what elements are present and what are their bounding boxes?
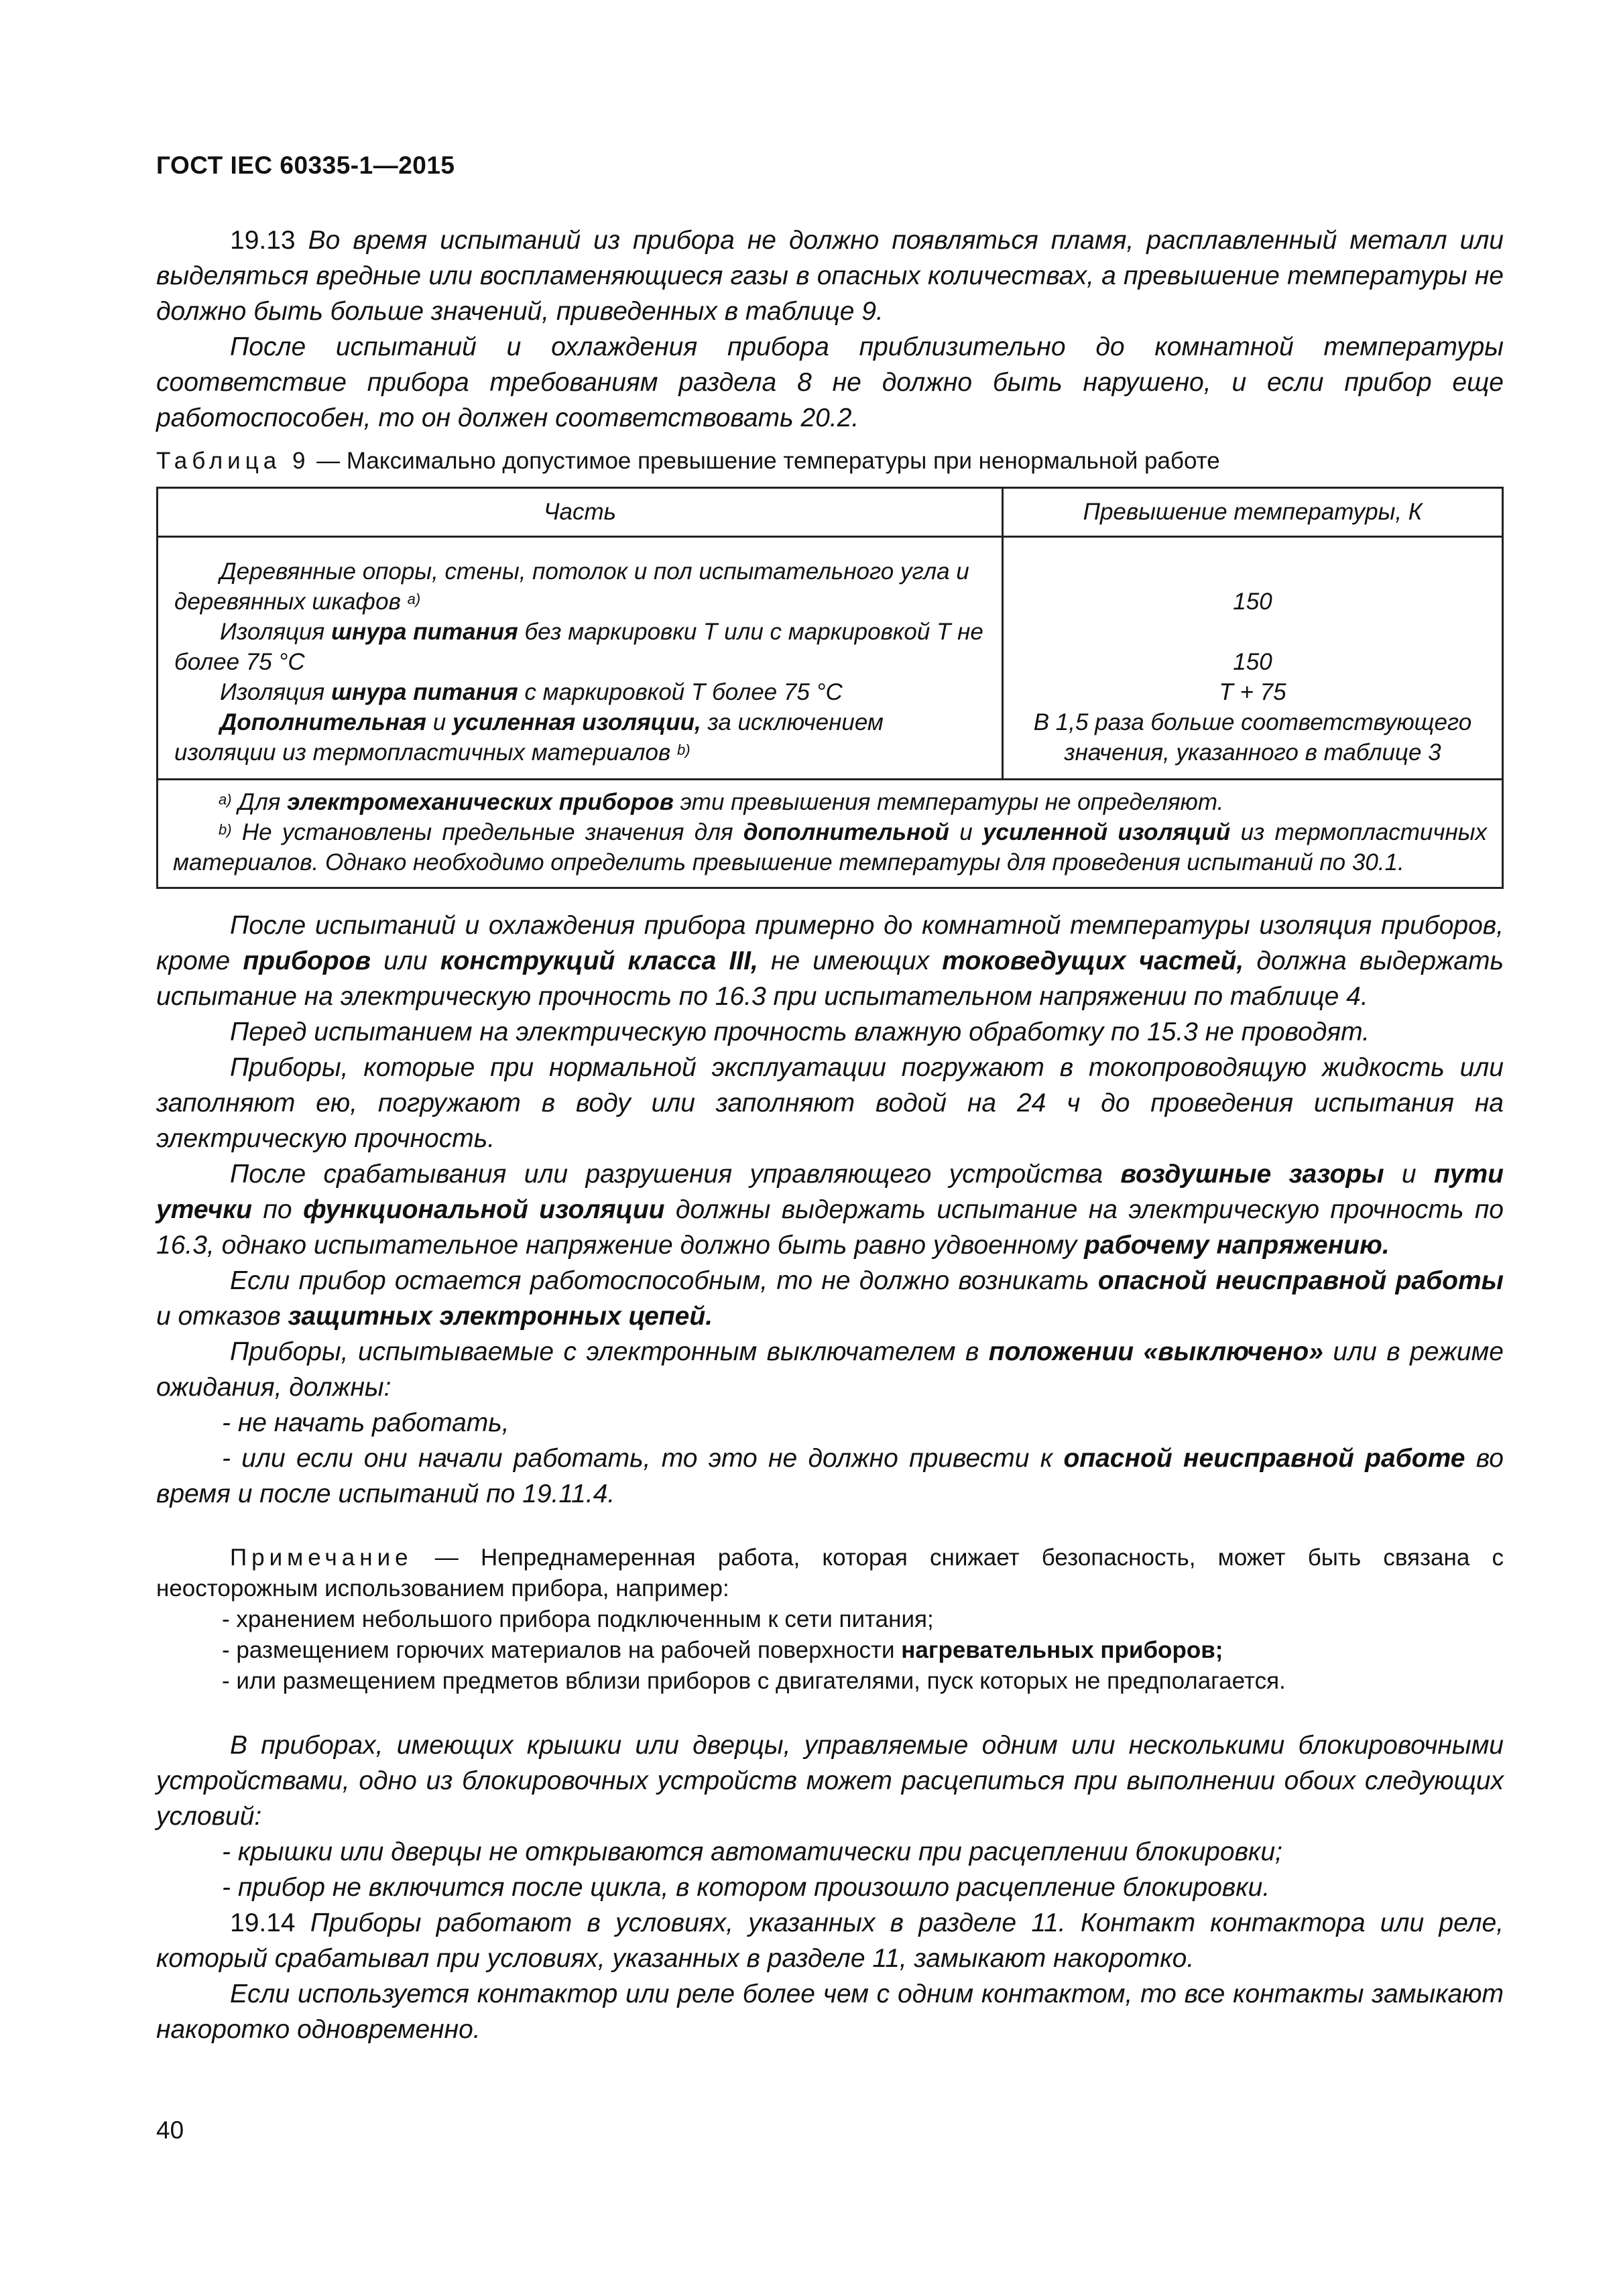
paragraph: После испытаний и охлаждения прибора приблизительно до комнатной температуры соответствие прибора требованиям раздела 8 не должно быть нарушено, и если прибор еще работоспособен, то он должен соответствовать 20.2. <box>156 333 1504 432</box>
table-value: 150 <box>1233 649 1272 675</box>
paragraph: Если используется контактор или реле более чем с одним контактом, то все контакты замыкают накоротко одновременно. <box>156 1980 1504 2044</box>
paragraph: Перед испытанием на электрическую прочность влажную обработку по 15.3 не проводят. <box>230 1018 1370 1046</box>
note-label: Примечание <box>230 1545 413 1571</box>
document-header: ГОСТ IEC 60335-1—2015 <box>156 152 455 179</box>
paragraph-text: Во время испытаний из прибора не должно появляться пламя, расплавленный металл или выделяться вредные или воспламеняющиеся газы в опасных количествах, а превышение температуры не должно быть больше значений, приведенных в таблице 9. <box>156 226 1504 326</box>
list-item: - прибор не включится после цикла, в котором произошло расцепление блокировки. <box>222 1873 1270 1902</box>
footnote-term: дополнительной <box>743 819 949 845</box>
row-text: Изоляция <box>220 679 331 705</box>
table-value: 150 <box>1233 589 1272 615</box>
paragraph-text: Приборы работают в условиях, указанных в разделе 11. Контакт контактора или реле, который срабатывал при условиях, указанных в разделе 11, замыкают накоротко. <box>156 1909 1504 1973</box>
footnote-term: электромеханических приборов <box>287 789 674 815</box>
paragraph: После срабатывания или разрушения управляющего устройства воздушные зазоры и пути утечки по функциональной изоляции должны выдержать испытание на электрическую прочность по 16.3, однако испытательное напряжение должно быть равно удвоенному рабочему напряжению. <box>156 1160 1504 1260</box>
footnote-marker: b) <box>219 821 232 838</box>
table-value: Т + 75 <box>1219 679 1286 705</box>
table-cell-values <box>1003 537 1503 780</box>
footnote-term: усиленной изоляций <box>982 819 1231 845</box>
paragraph: Приборы, испытываемые с электронным выключателем в положении «выключено» или в режиме ожидания, должны: <box>156 1337 1504 1402</box>
clause-number: 19.13 <box>230 226 296 255</box>
table-footnotes <box>158 780 1503 888</box>
list-item: - крышки или дверцы не открываются автоматически при расцеплении блокировки; <box>222 1837 1282 1866</box>
note-block <box>156 1543 1504 1697</box>
row-term: Дополнительная <box>220 709 427 735</box>
paragraph-19-14 <box>156 1905 1504 1976</box>
paragraph-19-13 <box>156 223 1504 329</box>
footnote-text: и <box>949 819 983 845</box>
table-row-item <box>174 556 985 617</box>
footnote-marker: a) <box>219 791 232 808</box>
footnote-text: Не установлены предельные значения для <box>241 819 743 845</box>
row-text: без маркировки Т или с маркировкой Т не более 75 °С <box>174 619 983 675</box>
table-caption-label: Таблица 9 <box>156 448 310 474</box>
table-footnote-a <box>173 787 1487 817</box>
row-text: и <box>426 709 453 735</box>
temperature-table <box>156 487 1504 889</box>
column-header-temperature-rise: Превышение температуры, К <box>1003 488 1503 537</box>
table-row-item <box>174 677 985 707</box>
paragraph: После испытаний и охлаждения прибора примерно до комнатной температуры изоляция приборов, кроме приборов или конструкций класса III, не имеющих токоведущих частей, должна выдержать испытание на электрическую прочность по 16.3 при испытательном напряжении по таблице 4. <box>156 911 1504 1011</box>
paragraph: Приборы, которые при нормальной эксплуатации погружают в токопроводящую жидкость или заполняют ею, погружают в воду или заполняют водой на 24 ч до проведения испытания на электрическую прочность. <box>156 1053 1504 1153</box>
table-row-item <box>174 707 985 768</box>
table-body-row <box>158 537 1503 780</box>
note-item: - или размещением предметов вблизи приборов с двигателями, пуск которых не предполагается. <box>222 1668 1286 1694</box>
document-body <box>156 223 1504 2047</box>
row-term: усиленная изоляции, <box>452 709 701 735</box>
table-header-row <box>158 488 1503 537</box>
footnote-text: эти превышения температуры не определяют. <box>673 789 1224 815</box>
row-term: шнура питания <box>330 679 518 705</box>
list-item: - не начать работать, <box>222 1408 509 1437</box>
table-value: В 1,5 раза больше соответствующего значения, указанного в таблице 3 <box>1033 709 1472 766</box>
table-footnote-b <box>173 817 1487 878</box>
clause-number: 19.14 <box>230 1909 296 1937</box>
note-body: — Непреднамеренная работа, которая снижает безопасность, может быть связана с неосторожным использованием прибора, например: <box>156 1545 1504 1602</box>
table-caption <box>156 445 1504 477</box>
paragraph: В приборах, имеющих крышки или дверцы, управляемые одним или несколькими блокировочными устройствами, одно из блокировочных устройств может расцепиться при выполнении обоих следующих условий: <box>156 1731 1504 1831</box>
note-text <box>156 1543 1504 1604</box>
footnote-ref: a) <box>407 591 421 607</box>
column-header-part: Часть <box>158 488 1003 537</box>
note-item: - размещением горючих материалов на рабочей поверхности нагревательных приборов; <box>222 1637 1223 1663</box>
table-caption-text: — Максимально допустимое превышение температуры при ненормальной работе <box>316 448 1220 474</box>
table-cell-parts <box>158 537 1003 780</box>
footnote-text: из термопластичных материалов. Однако необходимо определить превышение температуры для проведения испытаний по 30.1. <box>173 819 1487 875</box>
list-item: - или если они начали работать, то это не должно привести к опасной неисправной работе во время и после испытаний по 19.11.4. <box>156 1444 1504 1508</box>
page-number: 40 <box>156 2116 184 2144</box>
note-item: - хранением небольшого прибора подключенным к сети питания; <box>222 1606 934 1632</box>
footnote-ref: b) <box>676 741 690 758</box>
row-text: с маркировкой Т более 75 °С <box>518 679 843 705</box>
row-term: шнура питания <box>330 619 518 645</box>
table-footnote-row <box>158 780 1503 888</box>
table-row-item <box>174 617 985 677</box>
row-text: за исключением изоляции из термопластичных материалов <box>174 709 884 766</box>
row-text: Деревянные опоры, стены, потолок и пол испытательного угла и деревянных шкафов <box>174 558 969 615</box>
footnote-text: Для <box>238 789 288 815</box>
row-text: Изоляция <box>220 619 331 645</box>
paragraph: Если прибор остается работоспособным, то не должно возникать опасной неисправной работы и отказов защитных электронных цепей. <box>156 1266 1504 1331</box>
